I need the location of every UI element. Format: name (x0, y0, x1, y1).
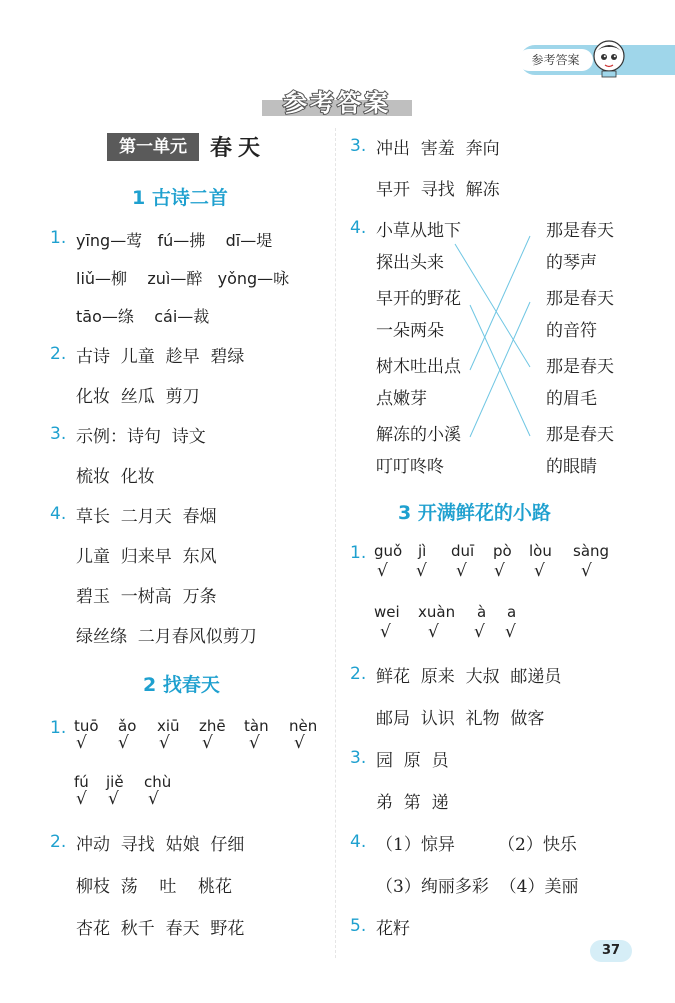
check-mark: √ (159, 733, 170, 753)
pinyin: a (507, 603, 517, 621)
answer-line: tāo—绦 cái—裁 (76, 307, 210, 326)
answer-line: 儿童 归来早 东风 (76, 547, 217, 567)
answer-line: 梳妆 化妆 (76, 467, 155, 487)
check-mark: √ (428, 622, 439, 642)
question-number: 3. (50, 424, 67, 444)
check-mark: √ (474, 622, 485, 642)
question-number: 3. (350, 748, 367, 768)
header-tab-label: 参考答案 (518, 49, 593, 71)
match-left-item: 一朵两朵 (376, 321, 444, 341)
match-right-item: 的音符 (546, 321, 597, 341)
page-title: 参考答案 (283, 89, 391, 117)
question-number: 4. (50, 504, 67, 524)
answer-line: 柳枝 荡 吐 桃花 (76, 877, 233, 897)
check-mark: √ (148, 789, 159, 809)
match-left-item: 小草从地下 (376, 221, 461, 241)
pinyin: nèn (289, 717, 318, 735)
unit-title: 春天 (210, 136, 267, 161)
pinyin: jiě (106, 773, 124, 791)
match-left-item: 解冻的小溪 (376, 425, 461, 445)
question-number: 3. (350, 136, 367, 156)
check-mark: √ (534, 561, 545, 581)
answer-line: （1）惊异 （2）快乐 (376, 835, 577, 855)
check-mark: √ (249, 733, 260, 753)
match-left-item: 叮叮咚咚 (376, 457, 444, 477)
question-number: 4. (350, 218, 367, 238)
answer-line: 草长 二月天 春烟 (76, 507, 217, 527)
pinyin: xuàn (418, 603, 456, 621)
answer-line: 冲动 寻找 姑娘 仔细 (76, 835, 245, 855)
match-line (455, 244, 530, 367)
pinyin: fú (74, 773, 89, 791)
pinyin: zhē (199, 717, 226, 735)
answer-line: 早开 寻找 解冻 (376, 180, 500, 200)
pinyin: pò (493, 542, 512, 560)
pinyin: xiū (157, 717, 180, 735)
pinyin: ǎo (118, 717, 137, 735)
unit-badge: 第一单元 (107, 133, 199, 161)
pinyin: sàng (573, 542, 610, 560)
check-mark: √ (76, 733, 87, 753)
section-title-2: 2 找春天 (143, 674, 220, 696)
pinyin: chù (144, 773, 172, 791)
check-mark: √ (202, 733, 213, 753)
answer-line: 鲜花 原来 大叔 邮递员 (376, 667, 562, 687)
section-title-3: 3 开满鲜花的小路 (398, 502, 551, 524)
match-line (470, 236, 530, 370)
question-number: 4. (350, 832, 367, 852)
pinyin: tuō (74, 717, 99, 735)
answer-line: 弟 第 递 (376, 793, 449, 813)
check-mark: √ (294, 733, 305, 753)
question-number: 1. (50, 718, 67, 738)
match-right-item: 的琴声 (546, 253, 597, 273)
question-number: 2. (50, 832, 67, 852)
check-mark: √ (416, 561, 427, 581)
answer-line: 花籽 (376, 919, 410, 939)
check-mark: √ (377, 561, 388, 581)
match-right-item: 那是春天 (546, 289, 614, 309)
answer-line: yīng—莺 fú—拂 dī—堤 (76, 231, 273, 250)
answer-line: 邮局 认识 礼物 做客 (376, 709, 545, 729)
answer-line: 冲出 害羞 奔向 (376, 139, 500, 159)
answer-line: 示例：诗句 诗文 (76, 427, 206, 447)
match-left-item: 早开的野花 (376, 289, 461, 309)
match-right-item: 那是春天 (546, 357, 614, 377)
check-mark: √ (380, 622, 391, 642)
check-mark: √ (118, 733, 129, 753)
match-left-item: 树木吐出点 (376, 357, 461, 377)
answer-line: liǔ—柳 zuì—醉 yǒng—咏 (76, 269, 290, 288)
question-number: 2. (350, 664, 367, 684)
answer-line: （3）绚丽多彩 （4）美丽 (376, 877, 579, 897)
answer-line: 杏花 秋千 春天 野花 (76, 919, 245, 939)
match-right-item: 那是春天 (546, 425, 614, 445)
match-left-item: 探出头来 (376, 253, 444, 273)
pinyin: à (477, 603, 487, 621)
check-mark: √ (456, 561, 467, 581)
pinyin: jì (418, 542, 427, 560)
question-number: 2. (50, 344, 67, 364)
match-right-item: 的眉毛 (546, 389, 597, 409)
answer-line: 化妆 丝瓜 剪刀 (76, 387, 200, 407)
question-number: 5. (350, 916, 367, 936)
check-mark: √ (108, 789, 119, 809)
match-left-item: 点嫩芽 (376, 389, 427, 409)
match-right-item: 的眼睛 (546, 457, 597, 477)
pinyin: guǒ (374, 542, 403, 560)
check-mark: √ (581, 561, 592, 581)
question-number: 1. (350, 543, 367, 563)
answer-line: 碧玉 一树高 万条 (76, 587, 217, 607)
page-number: 37 (590, 940, 632, 962)
pinyin: duī (451, 542, 475, 560)
answer-line: 绿丝绦 二月春风似剪刀 (76, 627, 257, 647)
answer-line: 古诗 儿童 趁早 碧绿 (76, 347, 245, 367)
match-right-item: 那是春天 (546, 221, 614, 241)
pinyin: tàn (244, 717, 269, 735)
pinyin: lòu (529, 542, 552, 560)
check-mark: √ (505, 622, 516, 642)
question-number: 1. (50, 228, 67, 248)
check-mark: √ (494, 561, 505, 581)
section-title-1: 1 古诗二首 (132, 187, 228, 209)
check-mark: √ (76, 789, 87, 809)
answer-line: 园 原 员 (376, 751, 449, 771)
pinyin: wei (374, 603, 400, 621)
